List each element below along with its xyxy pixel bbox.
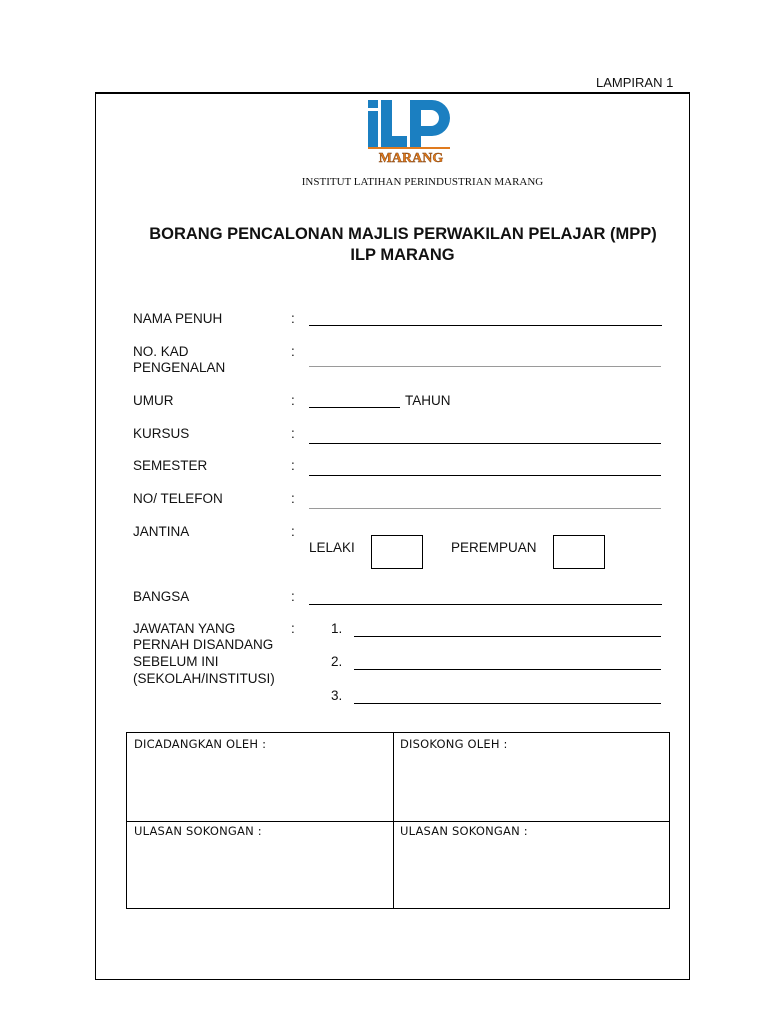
telefon-field[interactable]: [309, 508, 661, 509]
label-jawatan-2: PERNAH DISANDANG: [133, 637, 274, 652]
label-pengenalan: PENGENALAN: [133, 360, 226, 375]
bangsa-field[interactable]: [309, 604, 662, 605]
colon: :: [291, 491, 295, 506]
colon: :: [291, 524, 295, 539]
ulasan-sokongan-label: ULASAN SOKONGAN :: [400, 824, 528, 838]
umur-field[interactable]: [309, 407, 400, 408]
colon: :: [291, 344, 295, 359]
nama-penuh-field[interactable]: [309, 325, 662, 326]
form-title-line1: BORANG PENCALONAN MAJLIS PERWAKILAN PELAJAR (MPP): [149, 225, 657, 243]
label-umur: UMUR: [133, 393, 174, 408]
label-bangsa: BANGSA: [133, 589, 190, 604]
label-semester: SEMESTER: [133, 458, 208, 473]
tahun-label: TAHUN: [405, 393, 451, 408]
jawatan-field-1[interactable]: [354, 636, 661, 637]
label-jawatan-4: (SEKOLAH/INSTITUSI): [133, 671, 275, 686]
institute-name: INSTITUT LATIHAN PERINDUSTRIAN MARANG: [301, 176, 544, 188]
colon: :: [291, 393, 295, 408]
label-jawatan-1: JAWATAN YANG: [133, 621, 236, 636]
label-kursus: KURSUS: [133, 426, 190, 441]
jawatan-field-3[interactable]: [354, 703, 661, 704]
logo-subtext: MARANG: [378, 151, 444, 166]
jawatan-item-number: 2.: [331, 654, 343, 669]
lelaki-label: LELAKI: [309, 540, 355, 555]
ilp-marang-logo: [366, 98, 456, 166]
jawatan-item-number: 1.: [331, 621, 343, 636]
colon: :: [291, 589, 295, 604]
lampiran-label: LAMPIRAN 1: [596, 75, 674, 90]
label-telefon: NO/ TELEFON: [133, 491, 223, 506]
label-no-kad: NO. KAD: [133, 344, 189, 359]
label-jantina: JANTINA: [133, 524, 190, 539]
colon: :: [291, 458, 295, 473]
colon: :: [291, 621, 295, 636]
sokongan-table: [126, 732, 670, 909]
perempuan-checkbox[interactable]: [553, 535, 605, 569]
label-jawatan-3: SEBELUM INI: [133, 654, 219, 669]
colon: :: [291, 426, 295, 441]
jawatan-item-number: 3.: [331, 688, 343, 703]
no-kad-field[interactable]: [309, 366, 661, 367]
semester-field[interactable]: [309, 475, 661, 476]
colon: :: [291, 311, 295, 326]
ulasan-sokongan-label: ULASAN SOKONGAN :: [134, 824, 262, 838]
dicadangkan-oleh-label: DICADANGKAN OLEH :: [134, 737, 267, 751]
disokong-oleh-label: DISOKONG OLEH :: [400, 737, 508, 751]
perempuan-label: PEREMPUAN: [451, 540, 537, 555]
form-title-line2: ILP MARANG: [350, 246, 455, 264]
label-nama-penuh: NAMA PENUH: [133, 311, 223, 326]
lelaki-checkbox[interactable]: [371, 535, 423, 569]
kursus-field[interactable]: [309, 443, 661, 444]
jawatan-field-2[interactable]: [354, 669, 661, 670]
table-divider: [127, 821, 669, 822]
